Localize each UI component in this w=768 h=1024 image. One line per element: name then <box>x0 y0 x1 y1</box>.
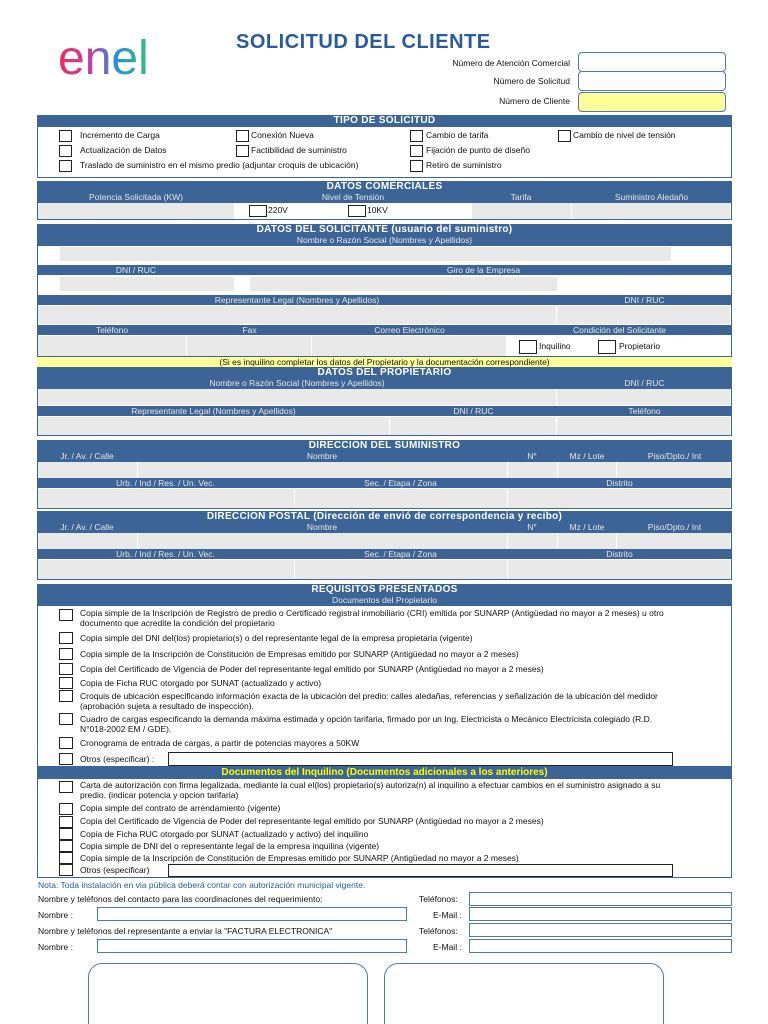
inq-item-5: Copia simple de DNI del o representante legal de la empresa inquilina (vigente) <box>80 841 380 851</box>
req-item-5: Copia de Ficha RUC otorgado por SUNAT (actualizado y activo) <box>80 678 322 688</box>
potencia-input[interactable] <box>38 203 235 219</box>
opt-tension: Cambio de nivel de tensión <box>573 130 676 140</box>
opt-inquilino: Inquilino <box>539 341 571 351</box>
inq-checkbox-3[interactable] <box>59 816 73 828</box>
sol-rep-dni-input[interactable] <box>557 306 731 324</box>
sum-calle-label: Jr. / Av. / Calle <box>60 451 114 461</box>
req-item-9: Otros (especificar) : <box>80 754 155 764</box>
form-title: SOLICITUD DEL CLIENTE <box>236 31 491 53</box>
checkbox-factibilidad[interactable] <box>236 145 249 157</box>
pos-mz-input[interactable] <box>558 533 617 549</box>
nombre-input-2[interactable] <box>97 939 407 953</box>
pos-mz-label: Mz / Lote <box>569 522 605 532</box>
checkbox-traslado[interactable] <box>59 160 72 172</box>
opt-fijacion: Fijación de punto de diseño <box>426 145 530 155</box>
sum-mz-input[interactable] <box>558 462 617 478</box>
opt-incremento: Incremento de Carga <box>80 130 160 140</box>
solicitante-header: DATOS DEL SOLICITANTE (usuario del suministro) <box>37 224 732 235</box>
req-checkbox-6[interactable] <box>59 690 73 702</box>
inq-item-4: Copia de Ficha RUC otorgado por SUNAT (actualizado y activo) del inquilino <box>80 829 369 839</box>
checkbox-tension[interactable] <box>558 130 571 142</box>
req-otros-input[interactable] <box>168 752 673 766</box>
contacto-label: Nombre y teléfonos del contacto para las coordinaciones del requerimiento: <box>38 894 323 904</box>
inq-item-2: Copia simple del contrato de arrendamiento (vigente) <box>80 803 281 813</box>
atencion-input[interactable] <box>578 52 726 72</box>
tipo-header: TIPO DE SOLICITUD <box>37 115 732 126</box>
prop-nombre-input[interactable] <box>38 389 557 405</box>
sol-r4-labels <box>37 325 732 335</box>
sol-nombre-label: Nombre o Razón Social (Nombres y Apellidos) <box>296 235 473 245</box>
sol-fax-label: Fax <box>242 325 257 335</box>
propietario-header: DATOS DEL PROPIETARIO <box>37 367 732 378</box>
sum-piso-input[interactable] <box>617 462 731 478</box>
inq-checkbox-5[interactable] <box>59 840 73 852</box>
req-item-8: Cronograma de entrada de cargas, a partir de potencias mayores a 50KW <box>80 738 360 748</box>
suministro-header: DIRECCION DEL SUMINISTRO <box>37 440 732 451</box>
sum-urb-input[interactable] <box>38 489 295 508</box>
prop-r2-labels <box>37 406 732 416</box>
prop-rep-input[interactable] <box>38 417 390 435</box>
cliente-input[interactable] <box>578 92 726 112</box>
pos-num-input[interactable] <box>508 533 558 549</box>
prop-rep-dni-input[interactable] <box>390 417 557 435</box>
pos-distrito-input[interactable] <box>508 560 731 579</box>
pos-piso-label: Piso/Dpto./ Int <box>647 522 702 532</box>
col-potencia: Potencia Solicitada (KW) <box>88 192 183 202</box>
opt-retiro: Retiro de suministro <box>426 160 502 170</box>
prop-telefono-input[interactable] <box>557 417 731 435</box>
nombre-input-1[interactable] <box>97 907 407 921</box>
inquilino-note: (Si es inquilino completar los datos del Propietario y la documentación correspondiente) <box>37 357 732 367</box>
req-propietario-label: Documentos del Propietario <box>332 595 437 605</box>
sol-r1-label <box>37 235 732 245</box>
inq-item-1: Carta de autorización con firma legalizada, mediante la cual el(los) propietario(s) autoriza(n) al inquilino a efectuar cambios en el suministro asignado a su predio. (indicar potencia y opcion tarifaria) <box>80 780 661 800</box>
inq-checkbox-2[interactable] <box>59 803 73 815</box>
req-item-6: Croquis de ubicación especificando información exacta de la ubicación del predio: calles aledañas, referencias y señalización de la ubicación del medidor (aprobación sujeta a resultado de inspección). <box>80 691 658 711</box>
sol-dni-input[interactable] <box>60 277 235 291</box>
sum-r2-labels <box>37 478 732 488</box>
sum-num-label: N° <box>527 451 537 461</box>
inq-checkbox-4[interactable] <box>59 828 73 840</box>
pos-r1-labels <box>37 522 732 532</box>
comerciales-header: DATOS COMERCIALES <box>37 181 732 192</box>
sol-rep-dni-label: DNI / RUC <box>624 295 665 305</box>
pos-calle-input[interactable] <box>38 533 138 549</box>
atencion-label: Número de Atención Comercial <box>452 58 570 68</box>
sol-telefono-label: Teléfono <box>95 325 129 335</box>
logo-text: enel <box>58 32 149 82</box>
opt-traslado: Traslado de suministro en el mismo predio (adjuntar croquis de ubicación) <box>80 160 359 170</box>
email-label-2: E-Mail : <box>433 942 462 952</box>
inq-checkbox-7[interactable] <box>59 864 73 876</box>
sol-fax-input[interactable] <box>187 336 312 356</box>
nota: Nota: Toda instalación en via pública deberá contar con autorización municipal vigente. <box>38 880 366 890</box>
req-checkbox-9[interactable] <box>59 753 73 765</box>
prop-dni-label: DNI / RUC <box>624 378 665 388</box>
cliente-label: Número de Cliente <box>499 96 570 106</box>
tarifa-input[interactable] <box>472 203 572 219</box>
sol-correo-label: Correo Electrónico <box>374 325 445 335</box>
inq-checkbox-1[interactable] <box>59 781 73 793</box>
sol-rep-label: Representante Legal (Nombres y Apellidos) <box>214 295 380 305</box>
opt-factibilidad: Factibilidad de suministro <box>251 145 347 155</box>
aledano-input[interactable] <box>572 203 731 219</box>
col-nivel: Nivel de Tensión <box>321 192 385 202</box>
prop-rep-dni-label: DNI / RUC <box>453 406 494 416</box>
pos-calle-label: Jr. / Av. / Calle <box>60 522 114 532</box>
checkbox-10kv[interactable] <box>348 205 366 217</box>
sum-distrito-input[interactable] <box>508 489 731 508</box>
sol-rep-input[interactable] <box>38 306 557 324</box>
req-checkbox-2[interactable] <box>59 632 73 644</box>
sol-nombre-input[interactable] <box>60 247 672 261</box>
pos-urb-label: Urb. / Ind / Res. / Un. Vec. <box>116 549 215 559</box>
sol-correo-input[interactable] <box>312 336 507 356</box>
checkbox-retiro[interactable] <box>410 160 423 172</box>
sol-giro-input[interactable] <box>250 277 558 291</box>
solicitud-input[interactable] <box>578 71 726 91</box>
prop-nombre-label: Nombre o Razón Social (Nombres y Apellidos) <box>209 378 385 388</box>
checkbox-actualizacion[interactable] <box>59 145 72 157</box>
telefonos-input-2[interactable] <box>469 923 732 937</box>
sol-r2-labels <box>37 265 732 275</box>
req-item-3: Copia simple de la Inscripción de Constitución de Empresas emitido por SUNARP (Antigüedad no mayor a 2 meses) <box>80 649 519 659</box>
sum-urb-label: Urb. / Ind / Res. / Un. Vec. <box>116 478 215 488</box>
pos-distrito-label: Distrito <box>606 549 633 559</box>
opt-220v: 220V <box>268 205 288 215</box>
pos-nombre-label: Nombre <box>306 522 338 532</box>
sum-distrito-label: Distrito <box>606 478 633 488</box>
inq-item-7: Otros (especificar) <box>80 865 150 875</box>
inq-otros-input[interactable] <box>168 864 673 877</box>
sum-sec-input[interactable] <box>295 489 508 508</box>
comerciales-cols <box>37 192 732 202</box>
req-item-2: Copia simple del DNI del(los) propietario(s) o del representante legal de la empresa propietaria (vigente) <box>80 633 473 643</box>
sol-telefono-input[interactable] <box>38 336 187 356</box>
req-checkbox-4[interactable] <box>59 663 73 675</box>
sum-mz-label: Mz / Lote <box>569 451 605 461</box>
prop-dni-input[interactable] <box>557 389 731 405</box>
checkbox-conexion[interactable] <box>236 130 249 142</box>
checkbox-tarifa[interactable] <box>410 130 423 142</box>
solicitud-label: Número de Solicitud <box>493 76 570 86</box>
req-checkbox-5[interactable] <box>59 677 73 689</box>
requisitos-header: REQUISITOS PRESENTADOS <box>37 584 732 595</box>
prop-telefono-label: Teléfono <box>628 406 661 416</box>
req-item-4: Copia del Certificado de Vigencia de Poder del representante legal emitido por SUNARP (Antigüedad no mayor a 2 meses) <box>80 664 544 674</box>
telefonos-label-2: Teléfonos: <box>419 926 458 936</box>
opt-propietario: Propietario <box>619 341 661 351</box>
sum-sec-label: Sec. / Etapa / Zona <box>364 478 437 488</box>
col-aledano: Suministro Aledaño <box>614 192 689 202</box>
nombre-label-1: Nombre : <box>38 910 73 920</box>
req-sub <box>37 595 732 605</box>
inq-item-6: Copia simple de la Inscripción de Constitución de Empresas emitido por SUNARP (Antigüedad no mayor a 2 meses) <box>80 853 519 863</box>
email-input-1[interactable] <box>469 907 732 921</box>
pos-nombre-input[interactable] <box>138 533 508 549</box>
telefonos-label-1: Teléfonos: <box>419 894 458 904</box>
prop-r1-labels <box>37 378 732 388</box>
telefonos-input-1[interactable] <box>469 892 732 906</box>
checkbox-inquilino[interactable] <box>519 340 537 354</box>
checkbox-220v[interactable] <box>249 205 267 217</box>
email-input-2[interactable] <box>469 939 732 953</box>
pos-r2-labels <box>37 549 732 559</box>
sum-num-input[interactable] <box>508 462 558 478</box>
pos-sec-input[interactable] <box>295 560 508 579</box>
pos-piso-input[interactable] <box>617 533 731 549</box>
inquilino-docs-header: Documentos del Inquilino (Documentos adicionales a los anteriores) <box>37 767 732 778</box>
sol-dni-label: DNI / RUC <box>115 265 157 275</box>
opt-10kv: 10KV <box>367 205 388 215</box>
opt-tarifa: Cambio de tarifa <box>426 130 489 140</box>
sol-r3-labels <box>37 295 732 305</box>
checkbox-propietario[interactable] <box>598 340 616 354</box>
req-item-1: Copia simple de la Inscripción de Registro de predio o Certificado registral inmobiliario (CRI) emitida por SUNARP (Antigüedad no mayor a 2 meses) u otro documento que acredite la condición del propietario <box>80 608 664 628</box>
sol-giro-label: Giro de la Empresa <box>446 265 521 275</box>
req-checkbox-3[interactable] <box>59 648 73 660</box>
signature-box-left[interactable] <box>88 963 368 1024</box>
postal-header: DIRECCION POSTAL (Dirección de envió de correspondencia y recibo) <box>37 511 732 522</box>
sol-condicion-label: Condición del Solicitante <box>572 325 667 335</box>
checkbox-incremento[interactable] <box>59 130 72 142</box>
representante-label: Nombre y teléfonos del representante a enviar la "FACTURA ELECTRONICA" <box>38 926 333 936</box>
sum-nombre-input[interactable] <box>138 462 508 478</box>
req-item-7: Cuadro de cargas especificando la demanda máxima estimada y opción tarifaria, firmado por un Ing. Electricista o Mecánico Electricista colegiado (R.D. N°018-2002 EM / GDE). <box>80 714 653 734</box>
sum-piso-label: Piso/Dpto./ Int <box>647 451 702 461</box>
opt-conexion: Conexión Nueva <box>251 130 314 140</box>
nombre-label-2: Nombre : <box>38 942 73 952</box>
req-checkbox-7[interactable] <box>59 713 73 725</box>
req-checkbox-1[interactable] <box>59 609 73 621</box>
inq-item-3: Copia del Certificado de Vigencia de Poder del representante legal emitido por SUNARP (Antigüedad no mayor a 2 meses) <box>80 816 544 826</box>
pos-num-label: N° <box>527 522 537 532</box>
pos-urb-input[interactable] <box>38 560 295 579</box>
opt-actualizacion: Actualización de Datos <box>80 145 167 155</box>
email-label-1: E-Mail : <box>433 910 462 920</box>
signature-box-right[interactable] <box>384 963 664 1024</box>
prop-rep-label: Representante Legal (Nombres y Apellidos) <box>131 406 296 416</box>
pos-sec-label: Sec. / Etapa / Zona <box>364 549 437 559</box>
sum-r1-labels <box>37 451 732 461</box>
enel-logo <box>56 30 196 82</box>
col-tarifa: Tarifa <box>510 192 532 202</box>
inq-checkbox-6[interactable] <box>59 852 73 864</box>
sum-calle-input[interactable] <box>38 462 138 478</box>
sum-nombre-label: Nombre <box>306 451 338 461</box>
checkbox-fijacion[interactable] <box>410 145 423 157</box>
req-checkbox-8[interactable] <box>59 737 73 749</box>
